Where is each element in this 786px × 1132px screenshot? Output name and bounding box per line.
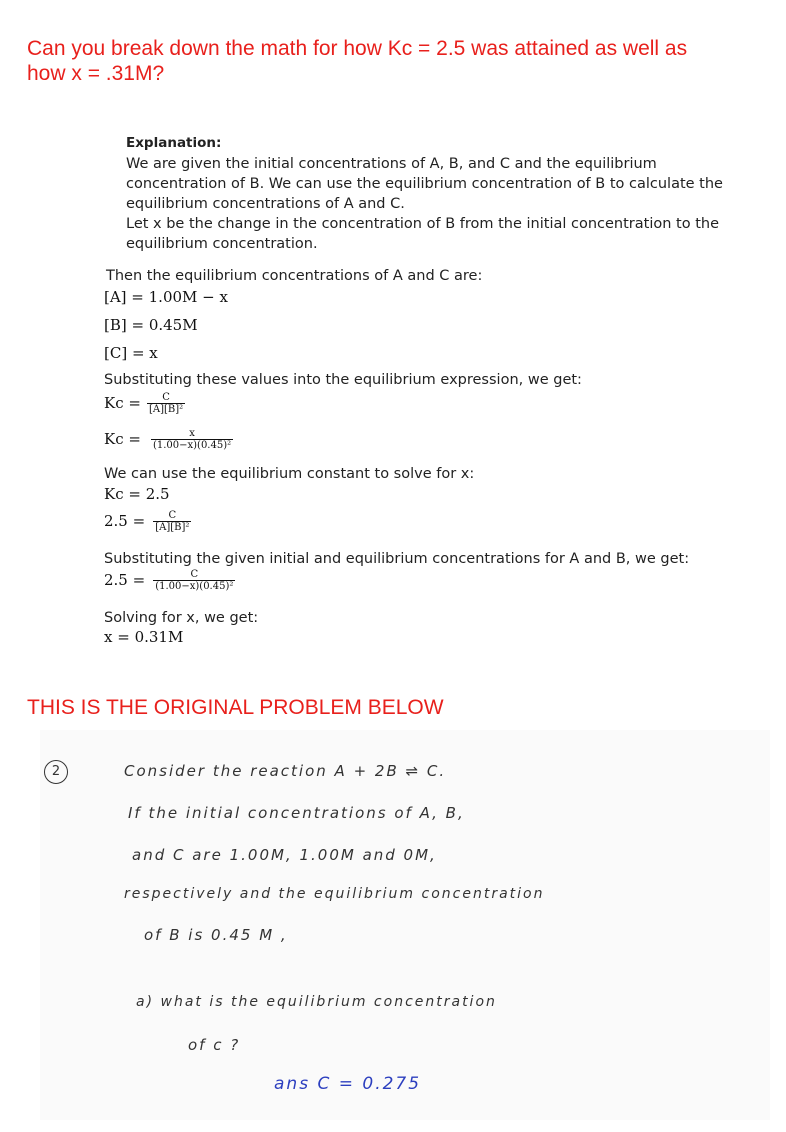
explanation-line-5: equilibrium concentration.	[126, 236, 318, 252]
kc2-lhs: Kc =	[104, 430, 141, 448]
eq4-fraction	[153, 569, 235, 593]
handwritten-line-6: a) what is the equilibrium concentration	[136, 994, 497, 1010]
handwritten-problem-photo	[40, 730, 770, 1120]
equation-b: [B] = 0.45M	[104, 316, 198, 334]
problem-number: 2	[44, 760, 68, 784]
kc-expression-1	[104, 392, 185, 416]
eq4-denominator: (1.00−x)(0.45)²	[155, 581, 234, 592]
handwritten-line-3: and C are 1.00M, 1.00M and 0M,	[132, 846, 437, 864]
kc-expression-2	[104, 428, 233, 452]
kc1-fraction	[147, 392, 185, 416]
question-line-1: Can you break down the math for how Kc = 2.5 was attained as well as	[27, 37, 688, 60]
kc2-numerator: x	[189, 428, 195, 439]
handwritten-line-2: If the initial concentrations of A, B,	[128, 804, 465, 822]
handwritten-line-1: Consider the reaction A + 2B ⇌ C.	[124, 762, 447, 780]
equilibrium-intro: Then the equilibrium concentrations of A and C are:	[106, 268, 483, 284]
substitute-text: Substituting these values into the equilibrium expression, we get:	[104, 372, 582, 388]
equation-a: [A] = 1.00M − x	[104, 288, 228, 306]
solving-text: Solving for x, we get:	[104, 610, 259, 626]
explanation-line-2: concentration of B. We can use the equilibrium concentration of B to calculate the	[126, 176, 723, 192]
handwritten-line-7: of c ?	[188, 1036, 241, 1054]
handwritten-line-4: respectively and the equilibrium concentration	[124, 886, 545, 902]
eq4-lhs: 2.5 =	[104, 571, 146, 589]
kc1-lhs: Kc =	[104, 394, 141, 412]
eq3-lhs: 2.5 =	[104, 512, 146, 530]
equation-c: [C] = x	[104, 344, 158, 362]
x-result: x = 0.31M	[104, 628, 184, 646]
kc2-fraction	[151, 428, 233, 452]
kc1-numerator: C	[162, 392, 170, 403]
given-text: Substituting the given initial and equilibrium concentrations for A and B, we get:	[104, 551, 690, 567]
kc-value: Kc = 2.5	[104, 485, 170, 503]
kc1-denominator: [A][B]²	[148, 404, 184, 415]
question-line-2: how x = .31M?	[27, 62, 165, 85]
equation-3	[104, 510, 191, 534]
eq3-fraction	[153, 510, 191, 534]
explanation-line-3: equilibrium concentrations of A and C.	[126, 196, 405, 212]
explanation-line-4: Let x be the change in the concentration of B from the initial concentration to the	[126, 216, 719, 232]
eq3-numerator: C	[168, 510, 177, 521]
handwritten-line-5: of B is 0.45 M ,	[144, 926, 288, 944]
eq3-denominator: [A][B]²	[155, 522, 190, 533]
equation-4	[104, 569, 235, 593]
eq4-numerator: C	[190, 569, 199, 580]
kc2-denominator: (1.00−x)(0.45)²	[152, 440, 232, 451]
handwritten-answer: ans C = 0.275	[274, 1074, 422, 1094]
original-problem-heading: THIS IS THE ORIGINAL PROBLEM BELOW	[27, 696, 444, 719]
explanation-line-1: We are given the initial concentrations of A, B, and C and the equilibrium	[126, 156, 657, 172]
explanation-heading: Explanation:	[126, 135, 222, 151]
constant-text: We can use the equilibrium constant to solve for x:	[104, 466, 475, 482]
